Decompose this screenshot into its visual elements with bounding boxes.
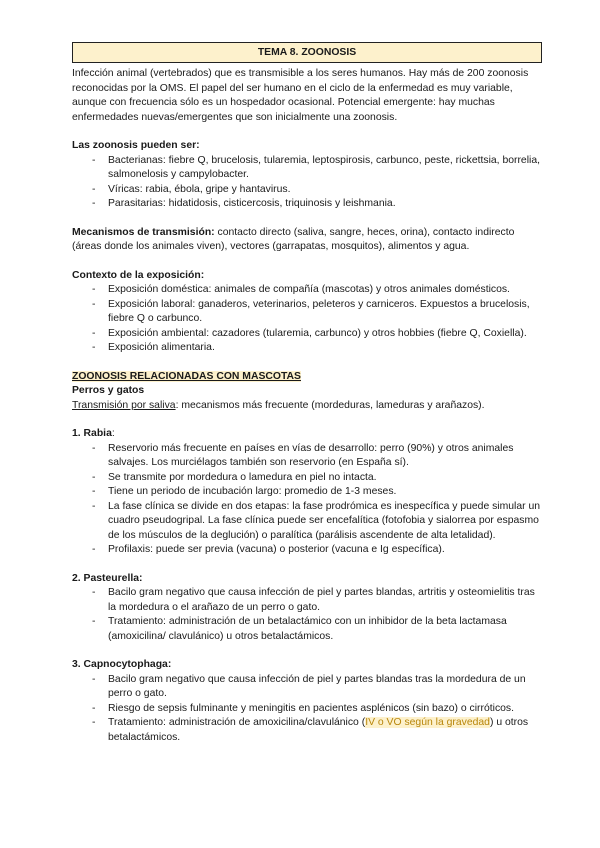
pasteurella-section bbox=[72, 572, 542, 645]
list-item: - Exposición doméstica: animales de compañía (mascotas) y otros animales domésticos. bbox=[72, 283, 542, 298]
transmission-paragraph bbox=[72, 226, 542, 255]
exposure-list bbox=[72, 283, 542, 356]
exposure-section bbox=[72, 269, 542, 356]
list-item: - Exposición alimentaria. bbox=[72, 341, 542, 356]
treatment-highlight: IV o VO según la gravedad bbox=[365, 717, 490, 728]
list-item: - Exposición ambiental: cazadores (tularemia, carbunco) y otros hobbies (fiebre Q, Coxiella). bbox=[72, 327, 542, 342]
pasteurella-list bbox=[72, 586, 542, 644]
transmission-text: contacto directo (saliva, sangre, heces, orina), contacto indirecto (áreas donde los animales viven), vectores (garrapatas, mosquitos), alimentos y agua. bbox=[72, 226, 515, 252]
rabia-colon: : bbox=[111, 428, 115, 439]
list-item: - Se transmite por mordedura o lamedura en piel no intacta. bbox=[72, 471, 542, 486]
list-item: - Tiene un periodo de incubación largo: promedio de 1-3 meses. bbox=[72, 485, 542, 500]
rabia-list bbox=[72, 442, 542, 558]
list-item: - Tratamiento: administración de un betalactámico con un inhibidor de la beta lactamasa (amoxicilina/ clavulánico) u otros betalactámicos. bbox=[72, 615, 542, 644]
list-item: - Bacterianas: fiebre Q, brucelosis, tularemia, leptospirosis, carbunco, peste, rickettsia, borrelia, salmonelosis y campylobacter. bbox=[72, 154, 542, 183]
list-item: - Bacilo gram negativo que causa infección de piel y partes blandas, artritis y osteomielitis tras la mordedura o el arañazo de un perro o gato. bbox=[72, 586, 542, 615]
capnocytophaga-heading: 3. Capnocytophaga: bbox=[72, 659, 172, 670]
pets-heading-line bbox=[72, 370, 542, 385]
treatment-pre: Tratamiento: administración de amoxicilina/clavulánico ( bbox=[108, 717, 366, 728]
pets-heading: ZOONOSIS RELACIONADAS CON MASCOTAS bbox=[72, 370, 301, 382]
list-item: - Víricas: rabia, ébola, gripe y hantavirus. bbox=[72, 183, 542, 198]
list-item bbox=[72, 716, 542, 745]
saliva-label: Transmisión por saliva bbox=[72, 399, 176, 411]
list-item: - Bacilo gram negativo que causa infección de piel y partes blandas tras la mordedura de un perro o gato. bbox=[72, 673, 542, 702]
rabia-heading-line bbox=[72, 427, 542, 442]
capnocytophaga-section bbox=[72, 658, 542, 745]
zoonosis-types-section bbox=[72, 139, 542, 212]
pets-subheading: Perros y gatos bbox=[72, 385, 145, 396]
saliva-paragraph bbox=[72, 399, 542, 414]
treatment-post: ) u otros betalactámicos. bbox=[108, 717, 529, 743]
saliva-text: : mecanismos más frecuente (mordeduras, lameduras y arañazos). bbox=[175, 399, 485, 411]
list-item: - Exposición laboral: ganaderos, veterinarios, peleteros y carniceros. Expuestos a brucelosis, fiebre Q o carbunco. bbox=[72, 298, 542, 327]
list-item: - Riesgo de sepsis fulminante y meningitis en pacientes asplénicos (sin bazo) o cirróticos. bbox=[72, 702, 542, 717]
pasteurella-heading: 2. Pasteurella: bbox=[72, 572, 143, 584]
list-item: - Reservorio más frecuente en países en vías de desarrollo: perro (90%) y otros animales salvajes. Los murciélagos también son reservorio (en España sí). bbox=[72, 442, 542, 471]
types-heading: Las zoonosis pueden ser: bbox=[72, 140, 200, 151]
capnocytophaga-list bbox=[72, 673, 542, 746]
list-item: - La fase clínica se divide en dos etapas: la fase prodrómica es inespecífica y puede simular un cuadro pseudogripal. La fase clínica puede ser encefalítica (fotofobia y sialorrea por espasmo de los músculos de la deglución) o paralítica (parálisis ascendente de alta letalidad). bbox=[72, 500, 542, 544]
rabia-heading: 1. Rabia bbox=[72, 428, 112, 439]
exposure-heading: Contexto de la exposición: bbox=[72, 269, 205, 281]
list-item: - Profilaxis: puede ser previa (vacuna) o posterior (vacuna e Ig específica). bbox=[72, 543, 542, 558]
page-title: TEMA 8. ZOONOSIS bbox=[72, 42, 542, 63]
list-item: - Parasitarias: hidatidosis, cisticercosis, triquinosis y leishmania. bbox=[72, 197, 542, 212]
transmission-heading: Mecanismos de transmisión: bbox=[72, 226, 215, 238]
rabia-section bbox=[72, 427, 542, 558]
pets-section bbox=[72, 370, 542, 414]
types-list bbox=[72, 154, 542, 212]
intro-paragraph: Infección animal (vertebrados) que es transmisible a los seres humanos. Hay más de 200 zoonosis reconocidas por la OMS. El papel del ser humano en el ciclo de la enfermedad es muy variable, aunque con frecuencia sólo es un hospedador ocasional. Potencial emergente: hay muchas enfermedades nuevas/emergentes que son inicialmente una zoonosis. bbox=[72, 68, 529, 123]
